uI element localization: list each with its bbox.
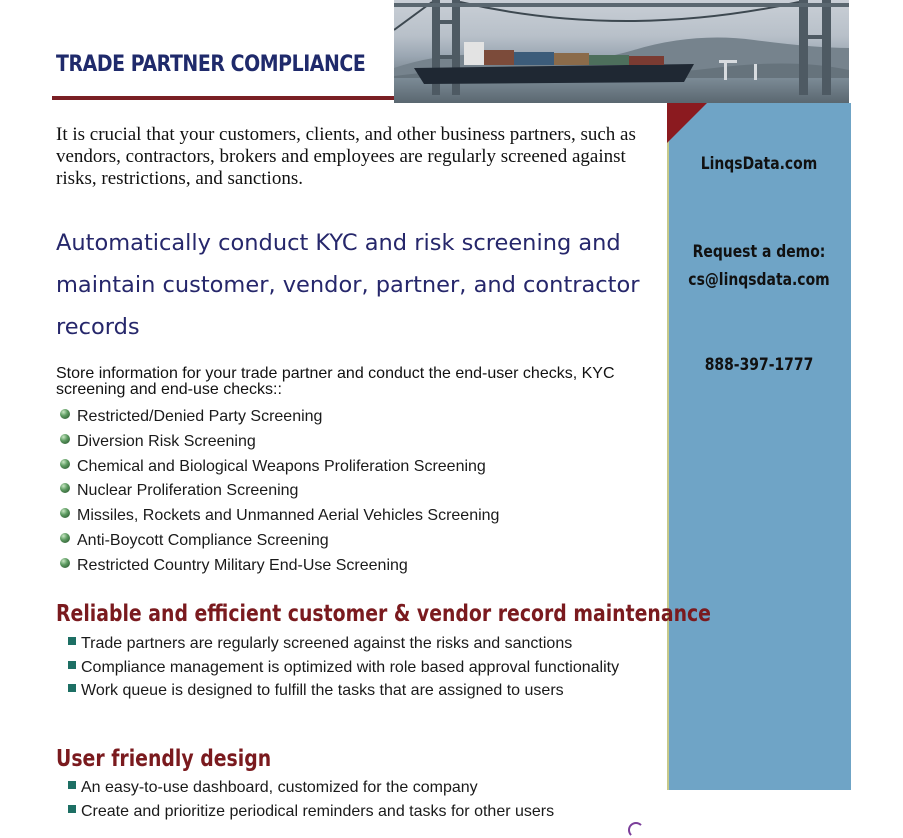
maintenance-list xyxy=(68,633,619,704)
green-bullet-icon xyxy=(60,459,70,469)
list-item: Missiles, Rockets and Unmanned Aerial Vehicles Screening xyxy=(60,504,499,529)
square-bullet-icon xyxy=(68,637,76,645)
green-bullet-icon xyxy=(60,558,70,568)
sidebar-corner-accent xyxy=(667,103,707,143)
contact-sidebar xyxy=(667,103,851,790)
store-info-paragraph: Store information for your trade partner and conduct the end-user checks, KYC screening and end-use checks:: xyxy=(56,365,615,398)
maintenance-heading: Reliable and efficient customer & vendor record maintenance xyxy=(56,601,711,627)
green-bullet-icon xyxy=(60,533,70,543)
list-item: Restricted Country Military End-Use Screening xyxy=(60,554,499,579)
phone-number[interactable]: 888-397-1777 xyxy=(704,355,814,375)
intro-paragraph: It is crucial that your customers, clients, and other business partners, such as vendors, contractors, brokers and employees are regularly screened against risks, restrictions, and sanctions. xyxy=(56,124,636,189)
square-bullet-icon xyxy=(68,781,76,789)
list-item: Chemical and Biological Weapons Proliferation Screening xyxy=(60,455,499,480)
green-bullet-icon xyxy=(60,409,70,419)
request-demo-label: Request a demo: xyxy=(692,242,826,262)
decorative-arc-icon xyxy=(628,822,644,838)
screening-checks-list xyxy=(60,405,499,579)
list-item: Trade partners are regularly screened against the risks and sanctions xyxy=(68,633,619,657)
list-item: Diversion Risk Screening xyxy=(60,430,499,455)
list-item: Work queue is designed to fulfill the tasks that are assigned to users xyxy=(68,680,619,704)
square-bullet-icon xyxy=(68,661,76,669)
design-list xyxy=(68,777,554,824)
website-link[interactable]: LinqsData.com xyxy=(700,154,818,174)
title-underline xyxy=(52,96,394,100)
list-item: Anti-Boycott Compliance Screening xyxy=(60,529,499,554)
page-title: TRADE PARTNER COMPLIANCE xyxy=(56,52,366,77)
hero-image-cargo-ship xyxy=(394,0,849,103)
square-bullet-icon xyxy=(68,805,76,813)
design-heading: User friendly design xyxy=(56,746,272,772)
square-bullet-icon xyxy=(68,684,76,692)
green-bullet-icon xyxy=(60,434,70,444)
list-item: Nuclear Proliferation Screening xyxy=(60,479,499,504)
green-bullet-icon xyxy=(60,508,70,518)
list-item: Create and prioritize periodical reminders and tasks for other users xyxy=(68,801,554,825)
list-item: Restricted/Denied Party Screening xyxy=(60,405,499,430)
green-bullet-icon xyxy=(60,483,70,493)
list-item: Compliance management is optimized with role based approval functionality xyxy=(68,657,619,681)
list-item: An easy-to-use dashboard, customized for the company xyxy=(68,777,554,801)
email-link[interactable]: cs@linqsdata.com xyxy=(688,270,830,290)
kyc-heading: Automatically conduct KYC and risk screening and maintain customer, vendor, partner, and contractor records xyxy=(56,230,640,340)
bridge-and-ship-graphic xyxy=(394,0,849,103)
